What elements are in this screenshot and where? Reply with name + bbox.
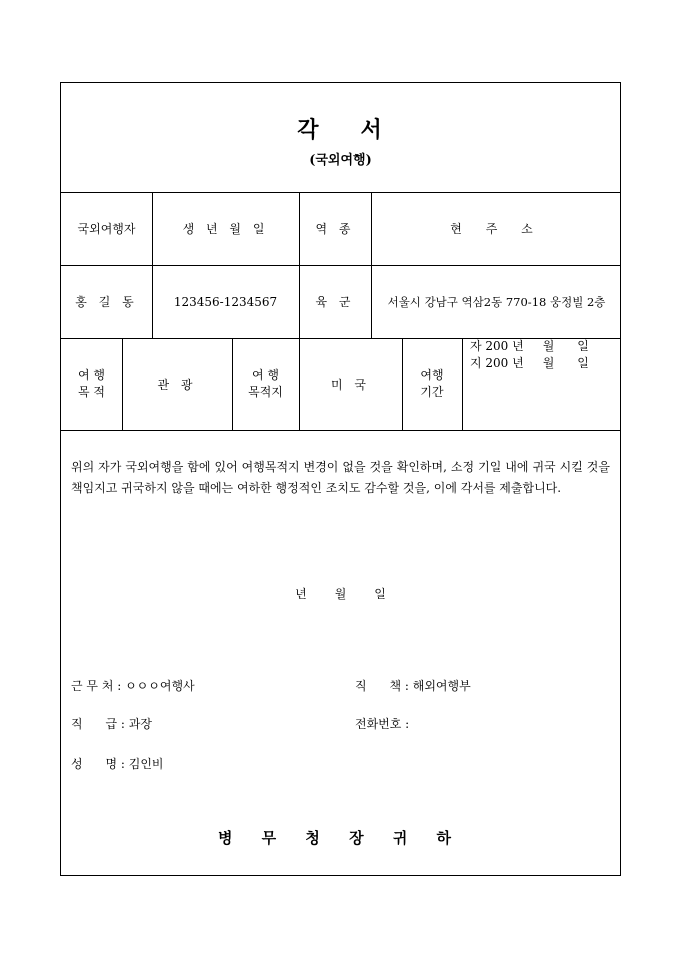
header-address: 현 주 소 [450,222,543,236]
period-label-line1: 여행 [420,368,444,382]
recipient-line: 병 무 청 장 귀 하 [217,829,464,847]
document-title [61,113,620,144]
workplace-field: 근 무 처 : ㅇㅇㅇ여행사 [71,679,195,693]
grade-field: 직 급 : 과장 [71,717,152,731]
date-month: 월 [334,587,347,601]
date-line [61,585,620,602]
period-value [462,338,622,430]
header-service: 역 종 [315,222,355,236]
address-value: 서울시 강남구 역삼2동 770-18 웅정빌 2층 [387,294,606,309]
name-field: 성 명 : 김인비 [71,757,164,771]
service-value: 육 군 [315,295,355,309]
purpose-label-line2: 목 적 [78,385,105,399]
title-part-1: 각 [297,117,321,143]
purpose-label-line1: 여 행 [78,368,105,382]
header-traveler: 국외여행자 [77,222,136,236]
date-year: 년 [295,587,307,601]
period-label [402,338,462,430]
destination-label-line1: 여 행 [252,368,279,382]
destination-label-line2: 목적지 [248,385,283,399]
pledge-document [60,82,621,876]
birth-value: 123456-1234567 [173,294,278,309]
traveler-name: 홍 길 동 [75,295,138,309]
destination-label [232,338,299,430]
table-bottom-border [61,430,620,431]
header-birth: 생 년 월 일 [182,222,269,236]
position-field: 직 책 : 해외여행부 [355,679,471,693]
purpose-value: 관 광 [157,377,197,392]
phone-field: 전화번호 : [355,717,410,731]
pledge-text: 위의 자가 국외여행을 함에 있어 여행목적지 변경이 없을 것을 확인하며, 소정 기일 내에 귀국 시킬 것을 책임지고 귀국하지 않을 때에는 여하한 행정적인 조치도 감수할 것을, 이에 각서를 제출합니다. [71,460,610,495]
period-label-line2: 기간 [420,385,444,399]
title-part-2: 서 [360,117,384,143]
document-subtitle: (국외여행) [309,153,372,168]
purpose-label [61,338,122,430]
destination-value: 미 국 [331,377,370,392]
period-end: 지 200 년 월 일 [470,356,589,370]
period-start: 자 200 년 월 일 [470,339,589,353]
date-day: 일 [374,587,386,601]
